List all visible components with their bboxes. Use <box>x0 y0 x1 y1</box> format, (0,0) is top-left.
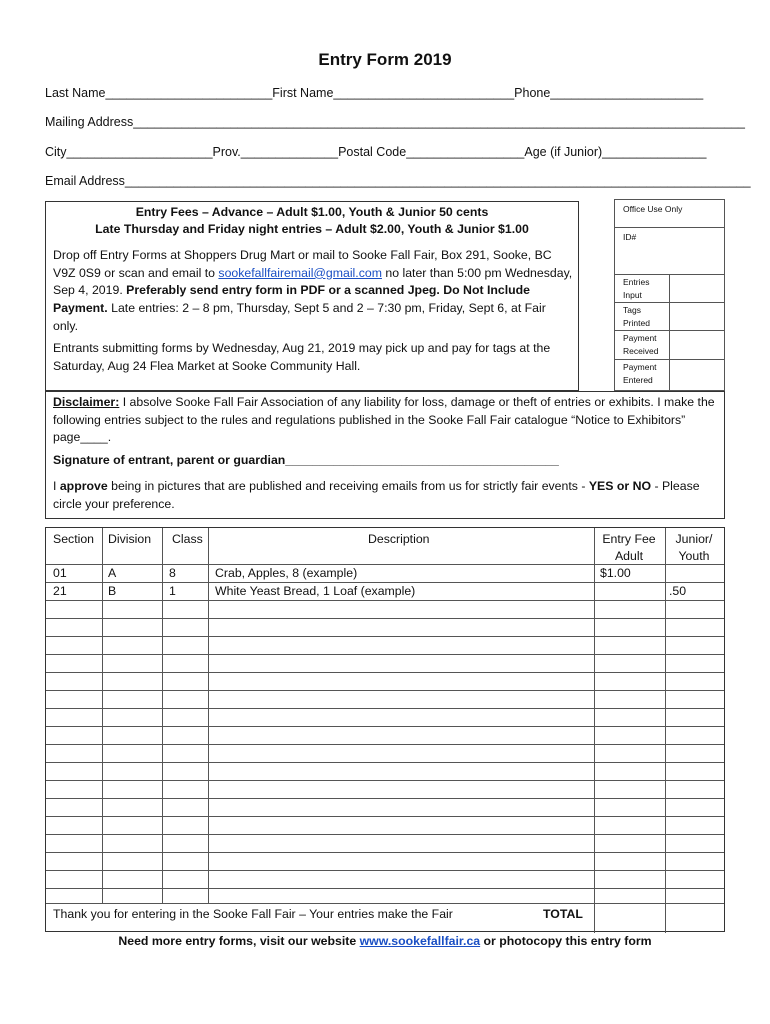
flea-market-note: Entrants submitting forms by Wednesday, Aug 21, 2019 may pick up and pay for tags at the Saturday, Aug 24 Flea Market at Sooke Community Hall. <box>53 341 551 373</box>
table-row-divider <box>46 816 724 817</box>
name-phone-line[interactable]: Last Name________________________First Name__________________________Phone______________________ <box>45 86 704 100</box>
table-row-divider <box>46 654 724 655</box>
office-label-entries-input: Entries Input <box>615 275 670 303</box>
row1-adult-fee[interactable]: $1.00 <box>600 566 631 580</box>
email-address-line[interactable]: Email Address__________________________________________________________________________________________ <box>45 174 751 188</box>
bottom-note: Need more entry forms, visit our website www.sookefallfair.ca or photocopy this entry form <box>118 934 652 948</box>
table-row-divider <box>46 582 724 583</box>
table-row-divider <box>46 834 724 835</box>
col-header-section: Section <box>53 532 95 546</box>
col-header-division: Division <box>108 532 152 546</box>
signature-line[interactable]: Signature of entrant, parent or guardian________________________________________ <box>53 453 559 467</box>
col-header-entry-fee-adult: Entry Fee Adult <box>602 532 656 563</box>
row2-section[interactable]: 21 <box>53 584 67 598</box>
disclaimer-box <box>45 391 725 519</box>
table-row-divider <box>46 903 724 904</box>
table-row-divider <box>46 744 724 745</box>
drop-off-instructions: Drop off Entry Forms at Shoppers Drug Mart or mail to Sooke Fall Fair, Box 291, Sooke, BC V9Z 0S9 or scan and email to sookefallfairemail@gmail.com no later than 5:00 pm Wednesday, Sep 4, 2019. Preferably send entry form in PDF or a scanned Jpeg. Do Not Include Payment. Late entries: 2 – 8 pm, Thursday, Sept 5 and 2 – 7:30 pm, Friday, Sept 6, at Fair only. <box>53 248 573 333</box>
table-row-divider <box>46 870 724 871</box>
row2-junior-fee[interactable]: .50 <box>669 584 687 598</box>
row1-section[interactable]: 01 <box>53 566 67 580</box>
row2-description[interactable]: White Yeast Bread, 1 Loaf (example) <box>215 584 416 598</box>
office-value-entries-input <box>670 275 724 303</box>
row2-division[interactable]: B <box>108 584 117 598</box>
table-column-divider <box>162 528 163 903</box>
table-row-divider <box>46 618 724 619</box>
table-row-divider <box>46 708 724 709</box>
col-header-class: Class <box>172 532 203 546</box>
table-row-divider <box>46 798 724 799</box>
city-prov-postal-age-line[interactable]: City_____________________Prov.______________Postal Code_________________Age (if Junior)_______________ <box>45 145 707 159</box>
mailing-address-line[interactable]: Mailing Address________________________________________________________________________________________ <box>45 115 746 129</box>
table-row-divider <box>46 888 724 889</box>
row2-class[interactable]: 1 <box>169 584 176 598</box>
total-label: TOTAL <box>543 907 583 921</box>
disclaimer-heading: Disclaimer: <box>53 395 120 409</box>
table-row-divider <box>46 690 724 691</box>
office-label-tags-printed: Tags Printed <box>615 303 670 331</box>
office-label-payment-received: Payment Received <box>615 331 670 360</box>
entries-table <box>45 527 725 932</box>
table-row-divider <box>46 564 724 565</box>
office-id-field: ID# <box>615 228 724 275</box>
row1-division[interactable]: A <box>108 566 117 580</box>
row1-description[interactable]: Crab, Apples, 8 (example) <box>215 566 358 580</box>
photo-approval-text: I approve being in pictures that are published and receiving emails from us for strictly fair events - YES or NO - Please circle your preference. <box>53 479 700 511</box>
table-column-divider <box>594 528 595 933</box>
table-column-divider <box>665 528 666 933</box>
table-row-divider <box>46 672 724 673</box>
table-column-divider <box>102 528 103 903</box>
fees-late-text: Late Thursday and Friday night entries – Adult $2.00, Youth & Junior $1.00 <box>95 222 529 236</box>
table-row-divider <box>46 600 724 601</box>
thank-you-text: Thank you for entering in the Sooke Fall Fair – Your entries make the Fair <box>53 907 453 921</box>
yes-no-choice: YES or NO <box>588 479 652 493</box>
office-value-payment-entered <box>670 360 724 390</box>
entry-fees-info-box <box>45 201 579 391</box>
fees-advance-text: Entry Fees – Advance – Adult $1.00, Youth & Junior 50 cents <box>135 205 489 219</box>
row1-class[interactable]: 8 <box>169 566 176 580</box>
form-title: Entry Form 2019 <box>318 50 452 69</box>
table-column-divider <box>208 528 209 903</box>
col-header-description: Description <box>368 532 430 546</box>
disclaimer-text: Disclaimer: I absolve Sooke Fall Fair Association of any liability for loss, damage or theft of entries or exhibits. I make the following entries subject to the rules and regulations published in the Sooke Fall Fair catalogue “Notice to Exhibitors” page____. <box>53 395 715 444</box>
table-row-divider <box>46 852 724 853</box>
email-link[interactable]: sookefallfairemail@gmail.com <box>218 265 382 280</box>
col-header-junior-youth: Junior/ Youth <box>675 532 713 563</box>
office-value-payment-received <box>670 331 724 360</box>
table-row-divider <box>46 636 724 637</box>
table-row-divider <box>46 780 724 781</box>
table-row-divider <box>46 726 724 727</box>
office-use-box <box>614 199 725 391</box>
office-label-payment-entered: Payment Entered <box>615 360 670 390</box>
office-use-header: Office Use Only <box>615 200 724 228</box>
office-value-tags-printed <box>670 303 724 331</box>
table-row-divider <box>46 762 724 763</box>
website-link[interactable]: www.sookefallfair.ca <box>359 934 481 948</box>
